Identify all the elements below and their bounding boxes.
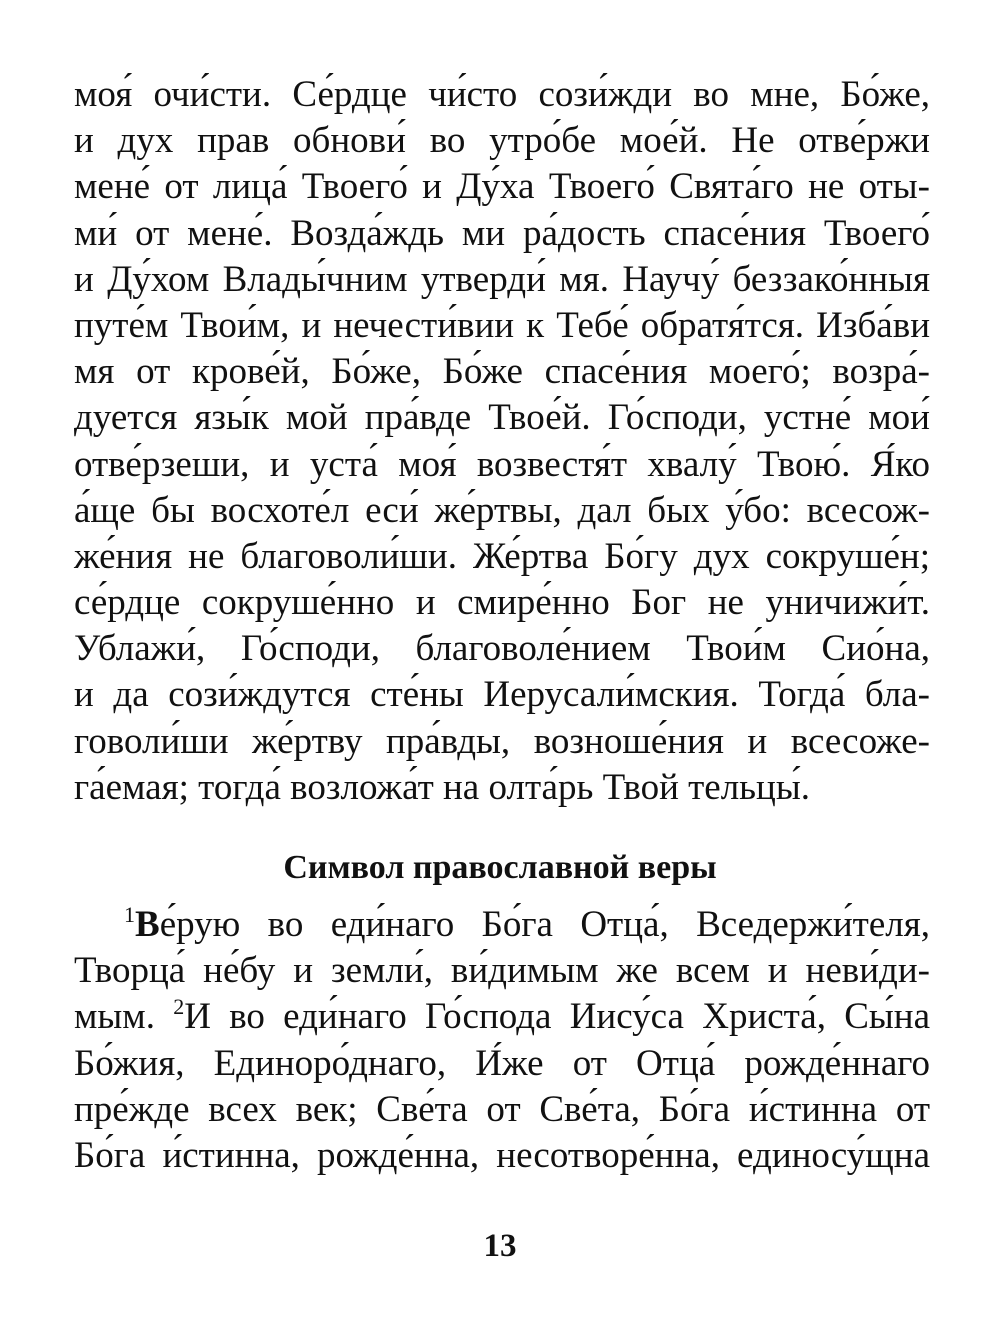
- psalm-line: мене́ от лица́ Твоего́ и Ду́ха Твоего́ Свята́го не оты-: [74, 166, 930, 208]
- creed-line: [74, 902, 930, 948]
- psalm-line: дуется язы́к мой пра́вде Твое́й. Го́споди, устне́ мои́: [74, 397, 930, 439]
- creed-line: Бо́жия, Единоро́днаго, И́же от Отца́ рожде́ннаго: [74, 1042, 930, 1084]
- creed-line-text: мым.: [74, 996, 174, 1038]
- psalm-line: и да сози́ждутся сте́ны Иерусали́мския. Тогда́ бла-: [74, 674, 930, 716]
- creed-line: Творца́ не́бу и земли́, ви́димым же всем и неви́ди-: [74, 950, 930, 992]
- psalm-line: га́емая; тогда́ возложа́т на олта́рь Твой тельцы́.: [74, 766, 810, 808]
- psalm-line: путе́м Твои́м, и нечести́вии к Тебе́ обратя́тся. Изба́ви: [74, 304, 930, 346]
- section-heading: Символ православной веры: [283, 849, 717, 886]
- creed-line-text: И во еди́наго Го́спода Иису́са Христа́, Сы́на: [184, 996, 930, 1038]
- psalm-line: говоли́ши же́ртву пра́вды, возноше́ния и всесоже-: [74, 720, 930, 762]
- psalm-line: отве́рзеши, и уста́ моя́ возвестя́т хвалу́ Твою́. Я́ко: [74, 443, 930, 485]
- psalm-text: [74, 72, 930, 811]
- psalm-line: же́ния не благоволи́ши. Же́ртва Бо́гу дух сокруше́н;: [74, 535, 930, 577]
- creed-line: [74, 994, 930, 1040]
- psalm-line: мя от крове́й, Бо́же, Бо́же спасе́ния моего́; возра́-: [74, 351, 930, 393]
- initial-letter: В: [135, 904, 160, 945]
- creed-text: [74, 902, 930, 1179]
- page-number: 13: [483, 1228, 517, 1264]
- verse-number: 2: [173, 994, 185, 1020]
- creed-line: Бо́га и́стинна, рожде́нна, несотворе́нна, единосу́щна: [74, 1134, 930, 1176]
- psalm-line: Ублажи́, Го́споди, благоволе́нием Твои́м Сио́на,: [74, 628, 930, 670]
- psalm-line: и дух прав обнови́ во утро́бе мое́й. Не отве́ржи: [74, 120, 930, 162]
- psalm-line: моя́ очи́сти. Се́рдце чи́сто сози́жди во мне, Бо́же,: [74, 74, 930, 115]
- verse-number: 1: [124, 902, 135, 927]
- psalm-line: а́ще бы восхоте́л еси́ же́ртвы, дал бых у́бо: всесож-: [74, 489, 930, 531]
- creed-line-text: е́рую во еди́наго Бо́га Отца́, Вседержи́теля,: [159, 904, 930, 945]
- creed-line: пре́жде всех век; Све́та от Све́та, Бо́га и́стинна от: [74, 1088, 930, 1130]
- psalm-line: и Ду́хом Влады́чним утверди́ мя. Научу́ беззако́нныя: [74, 258, 930, 300]
- psalm-line: се́рдце сокруше́нно и смире́нно Бог не уничижи́т.: [74, 582, 930, 624]
- psalm-line: ми́ от мене́. Возда́ждь ми ра́дость спасе́ния Твоего́: [74, 212, 930, 254]
